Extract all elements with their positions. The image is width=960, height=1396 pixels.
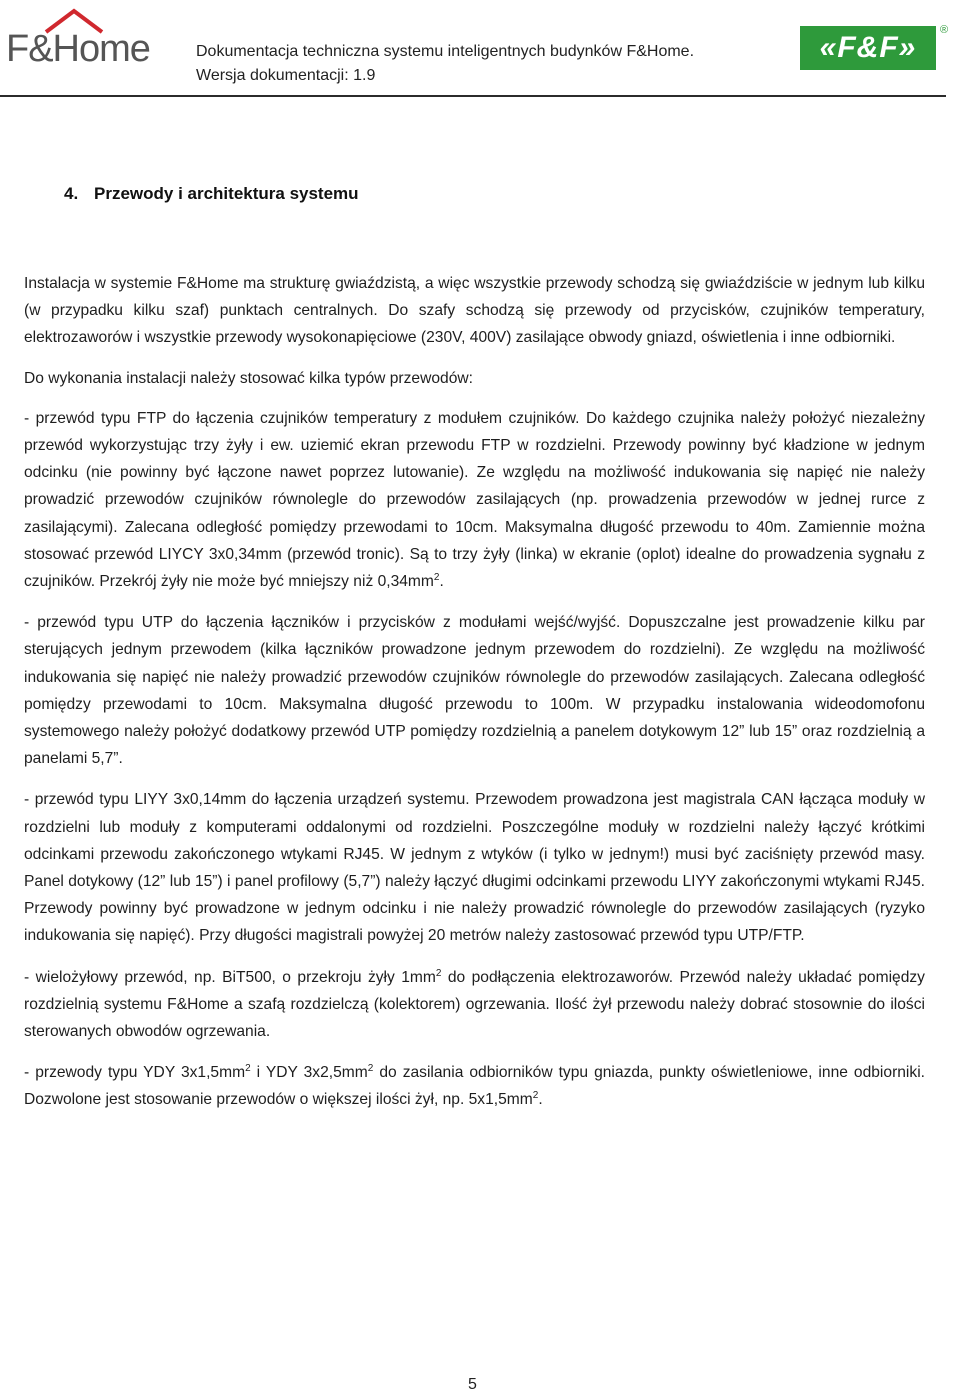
paragraph-intro: Instalacja w systemie F&Home ma strukturę gwiaździstą, a więc wszystkie przewody schodzą się gwiaździście w jednym lub kilku (w przypadku kilku szaf) punktach centralnych. Do szafy schodzą się przewody od przycisków, czujników temperatury, elektrozaworów i wszystkie przewody wysokonapięciowe (230V, 400V) zasilające obwody gniazd, oświetlenia i inne odbiorniki. [24,275,925,347]
fhome-logo [6,8,166,70]
paragraph-liyy: - przewód typu LIYY 3x0,14mm do łączenia urządzeń systemu. Przewodem prowadzona jest magistrala CAN łącząca moduły w rozdzielni lub moduły z komputerami oddalonymi od rozdzielni. Poszczególne moduły w rozdzielni należy łączyć krótkimi odcinkami przewodu zakończonego wtykami RJ45. W jednym z wtyków (i tylko w jednym!) musi być zaciśnięty przewód masy. Panel dotykowy (12” lub 15”) i panel profilowy (5,7”) należy łączyć długimi odcinkami przewodu LIYY zakończonymi wtykami RJ45. Przewody powinny być prowadzone w jednym odcinku i nie należy prowadzić równolegle do przewodów zasilających (ryzyko indukowania się napięć). Przy długości magistrali powyżej 20 metrów należy zastosować przewód typu UTP/FTP. [24,791,925,945]
ydy-superscript-3: 2 [532,1090,539,1102]
ftp-end: . [439,573,444,591]
registered-mark: ® [940,24,949,36]
ff-logo [800,24,956,72]
section-number: 4. [64,184,79,203]
paragraph-multicore [24,964,925,1046]
multicore-text-a: - wielożyłowy przewód, np. BiT500, o przekroju żyły 1mm [24,968,436,986]
paragraph-cable-types: Do wykonania instalacji należy stosować kilka typów przewodów: [24,369,473,387]
paragraph-utp: - przewód typu UTP do łączenia łączników i przycisków z modułami wejść/wyjść. Dopuszczalne jest prowadzenie kilku par sterujących jednym przewodem (kilka łączników prowadzone jednym przewodem do rozdzielni). Ze względu na możliwość indukowania się napięć nie należy prowadzić przewodów czujników równolegle do przewodów zasilających. Zalecana odległość pomiędzy przewodami to 10cm. Maksymalna długość przewodu to 100m. W przypadku instalowania wideodomofonu systemowego należy położyć dodatkowy przewód UTP pomiędzy rozdzielnią a panelem dotykowym 12” lub 15” oraz rozdzielnią a panelami 5,7”. [24,614,925,768]
document-header-text [196,40,694,88]
ydy-superscript-2: 2 [367,1063,374,1075]
page-number: 5 [468,1376,477,1393]
ydy-text-d: . [538,1091,543,1109]
fhome-logo-text: F&Home [6,28,150,70]
paragraph-ydy [24,1059,925,1113]
ftp-text: - przewód typu FTP do łączenia czujników temperatury z modułem czujników. Do każdego czujnika należy położyć niezależny przewód wykorzystując trzy żyły i ew. uziemić ekran przewodu FTP w rozdzielni. Przewody powinny być kładzione w jednym odcinku (nie powinny być łączone nawet poprzez lutowanie). Ze względu na możliwość indukowania się napięć nie należy prowadzić przewodów czujników równolegle do przewodów zasilających (np. prowadzenia przewodów w jednej rurce z zasilającymi). Zalecana odległość pomiędzy przewodami to 10cm. Maksymalna długość przewodu to 40m. Zamiennie można stosować przewód LIYCY 3x0,34mm (przewód tronic). Są to trzy żyły (linka) w ekranie (oplot) idealne do prowadzenia sygnału z czujników. Przekrój żyły nie może być mniejszy niż 0,34mm [24,409,925,591]
ff-logo-badge: «F&F» [800,26,936,70]
paragraph-ftp [24,405,925,595]
ydy-text-c: do zasilania odbiorników typu gniazda, punkty oświetleniowe, inne odbiorniki. Dozwolone jest stosowanie przewodów o większej ilości żył, np. 5x1,5mm [24,1064,925,1109]
document-title: Dokumentacja techniczna systemu inteligentnych budynków F&Home. [196,43,695,60]
ftp-superscript: 2 [433,572,440,584]
multicore-text-b: do podłączenia elektrozaworów. Przewód należy układać pomiędzy rozdzielnią systemu F&Home a szafą rozdzielczą (kolektorem) ogrzewania. Ilość żył przewodu należy dobrać stosownie do ilości sterowanych obwodów ogrzewania. [24,968,925,1041]
ydy-superscript-1: 2 [245,1063,251,1075]
ydy-text-b: i YDY 3x2,5mm [250,1064,368,1082]
multicore-superscript: 2 [435,967,442,979]
ydy-text-a: - przewody typu YDY 3x1,5mm [24,1064,246,1082]
header-divider [0,95,946,97]
page-header [0,0,960,96]
section-heading [64,184,359,204]
document-body [24,270,925,1127]
document-version: Wersja dokumentacji: 1.9 [196,67,376,84]
section-title-text: Przewody i architektura systemu [94,184,359,203]
